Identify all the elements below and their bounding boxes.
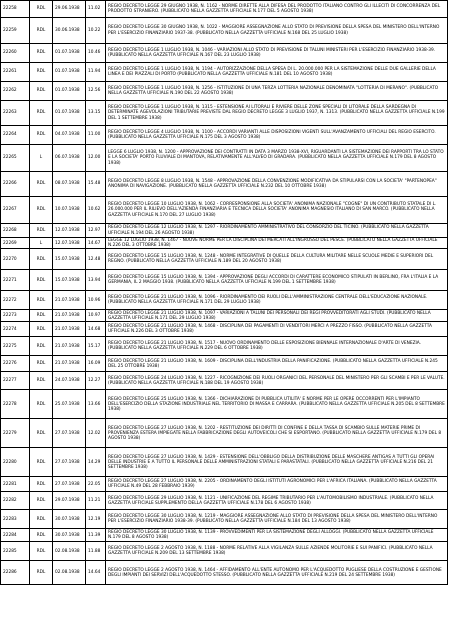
act-date: 04.07.1938 — [53, 126, 86, 145]
row-number: 22268 — [1, 224, 30, 238]
act-type: RDL — [30, 197, 53, 224]
act-date: 30.06.1938 — [53, 18, 86, 44]
row-number: 22263 — [1, 101, 30, 126]
act-type: RDL — [30, 82, 53, 101]
act-description: REGIO DECRETO LEGGE 8 LUGLIO 1938, N. 1548 - APPROVAZIONE DELLA CONVENZIONE MODIFICATIVA DA STIPULARSI CON LA SOCIETA' "PARTENOPEA" ANONIMA DI NAVIGAZIONE. (PUBBLICATO NELLA GAZZETTA UFFICIALE N.232 DEL 10 OTTOBRE 1938) — [106, 172, 448, 197]
act-type: RDL — [30, 224, 53, 238]
row-number: 22260 — [1, 44, 30, 63]
table-row — [1, 477, 448, 492]
row-number: 22274 — [1, 322, 30, 337]
act-type: L — [30, 238, 53, 249]
row-number: 22278 — [1, 390, 30, 419]
act-type: RDL — [30, 542, 53, 561]
act-date: 21.07.1938 — [53, 356, 86, 372]
act-date: 02.08.1938 — [53, 561, 86, 585]
table-row — [1, 510, 448, 529]
act-date: 25.07.1938 — [53, 390, 86, 419]
act-type: RDL — [30, 172, 53, 197]
act-number: 12.00 — [86, 145, 106, 172]
table-row — [1, 419, 448, 448]
row-number: 22279 — [1, 419, 30, 448]
act-date: 01.07.1938 — [53, 82, 86, 101]
act-number: 10.62 — [86, 197, 106, 224]
act-number: 15.48 — [86, 172, 106, 197]
act-type: RDL — [30, 291, 53, 310]
table-row — [1, 448, 448, 477]
act-type: RDL — [30, 1, 53, 18]
act-date: 01.07.1938 — [53, 44, 86, 63]
table-row — [1, 238, 448, 249]
act-description: REGIO DECRETO LEGGE 21 LUGLIO 1938, N. 1609 - DISCIPLINA DELL'INDUSTRIA DELLA PANIFICAZIONE. (PUBBLICATO NELLA GAZZETTA UFFICIALE N.245 DEL 25 OTTOBRE 1938) — [106, 356, 448, 372]
act-description: REGIO DECRETO LEGGE 4 LUGLIO 1938, N. 1100 - ACCORDI VARIANTI ALLE DISPOSIZIONI VIGENTI SULL'AVANZAMENTO UFFICIALI DEL REGIO ESERCITO. (PUBBLICATO NELLA GAZZETTA UFFICIALE N.175 DEL 3 AGOSTO 1938) — [106, 126, 448, 145]
table-row — [1, 126, 448, 145]
act-number: 11.00 — [86, 126, 106, 145]
act-number: 13.94 — [86, 270, 106, 291]
table-row — [1, 172, 448, 197]
table-row — [1, 1, 448, 18]
act-date: 15.07.1938 — [53, 270, 86, 291]
act-number: 16.09 — [86, 356, 106, 372]
act-type: RDL — [30, 270, 53, 291]
act-number: 11.02 — [86, 1, 106, 18]
act-date: 12.07.1938 — [53, 238, 86, 249]
row-number: 22281 — [1, 477, 30, 492]
table-row — [1, 44, 448, 63]
act-date: 21.07.1938 — [53, 291, 86, 310]
act-type: RDL — [30, 249, 53, 270]
act-type: RDL — [30, 419, 53, 448]
act-date: 27.07.1938 — [53, 448, 86, 477]
table-row — [1, 561, 448, 585]
row-number: 22276 — [1, 356, 30, 372]
act-type: RDL — [30, 322, 53, 337]
act-number: 11.94 — [86, 63, 106, 82]
act-number: 12.48 — [86, 249, 106, 270]
table-row — [1, 542, 448, 561]
act-date: 21.07.1938 — [53, 322, 86, 337]
act-number: 13.15 — [86, 101, 106, 126]
table-row — [1, 337, 448, 356]
act-description: REGIO DECRETO LEGGE 1 LUGLIO 1938, N. 1315 - ESTENSIONE AI LITORALI E RIVIERE DELLE ZONE SPECIALI DI LITORALE DELLA SARDEGNA DI DETERMINATE AGEVOLAZIONI TRIBUTARIE PREVISTE DAL REGIO DECRETO LEGGE 3 LUGLIO 1937, N. 1313. (PUBBLICATO NELLA GAZZETTA UFFICIALE N.199 DEL 1 SETTEMBRE 1938) — [106, 101, 448, 126]
act-date: 30.07.1938 — [53, 529, 86, 542]
row-number: 22258 — [1, 1, 30, 18]
act-number: 14.29 — [86, 448, 106, 477]
act-number: 12.19 — [86, 510, 106, 529]
act-date: 08.07.1938 — [53, 172, 86, 197]
table-row — [1, 82, 448, 101]
table-row — [1, 18, 448, 44]
row-number: 22264 — [1, 126, 30, 145]
act-type: RDL — [30, 510, 53, 529]
row-number: 22282 — [1, 492, 30, 510]
table-row — [1, 291, 448, 310]
act-description: REGIO DECRETO LEGGE 27 LUGLIO 1938, N. 2205 - ORDINAMENTO DEGLI ISTITUTI AGRONOMICI PER L'AFRICA ITALIANA. (PUBBLICATO NELLA GAZZETTA UFFICIALE N.49 DEL 28 FEBBRAIO 1939) — [106, 477, 448, 492]
act-date: 21.07.1938 — [53, 310, 86, 322]
act-description: REGIO DECRETO LEGGE 29 GIUGNO 1938, N. 1162 - NORME DIRETTE ALLA DIFESA DEL PRODOTTO ITALIANO CONTRO GLI ILLECITI DI CONCORRENZA DEL PRODOTTO STRANIERO. (PUBBLICATO NELLA GAZZETTA UFFICIALE N.177 DEL 5 AGOSTO 1938) — [106, 1, 448, 18]
act-description: REGIO DECRETO LEGGE 27 LUGLIO 1938, N. 1202 - RESTITUZIONE DEI DIRITTI DI CONFINE E DELLA TASSA DI SCAMBIO SULLE MATERIE PRIME DI PROVENIENZA ESTERA IMPIEGATE NELLA FABBRICAZIONE DEGLI AUTOVEICOLI CHE SI ESPORTANO. (PUBBLICATO NELLA GAZZETTA UFFICIALE N.179 DEL 8 AGOSTO 1938) — [106, 419, 448, 448]
act-description: REGIO DECRETO LEGGE 29 LUGLIO 1938, N. 1121 - UNIFICAZIONE DEL REGIME TRIBUTARIO PER L'AUTOMOBILISMO INDUSTRIALE. (PUBBLICATO NELLA GAZZETTA UFFICIALE SUPPLEMENTO DELLA GAZZETTA UFFICIALE N.178 DEL 6 AGOSTO 1938) — [106, 492, 448, 510]
table-row — [1, 270, 448, 291]
act-type: RDL — [30, 337, 53, 356]
act-type: RDL — [30, 63, 53, 82]
act-number: 12.02 — [86, 419, 106, 448]
row-number: 22285 — [1, 542, 30, 561]
act-type: RDL — [30, 448, 53, 477]
act-date: 24.07.1938 — [53, 372, 86, 390]
act-description: REGIO DECRETO LEGGE 30 GIUGNO 1938, N. 1022 - MAGGIORE ASSEGNAZIONE ALLO STATO DI PREVISIONE DELLA SPESA DEL MINISTERO DELL'INTERNO PER L'ESERCIZIO FINANZIARIO 1937-38. (PUBBLICATO NELLA GAZZETTA UFFICIALE N.168 DEL 25 LUGLIO 1938) — [106, 18, 448, 44]
act-description: REGIO DECRETO LEGGE 10 LUGLIO 1938, N. 1062 - CORRESPONSIONE ALLA SOCIETA' ANONIMA NAZIONALE "COGNE" DI UN CONTRIBUTO STATALE DI L. 26.000.000 PER IL RILIEVO DELL'AZIENDA FINANZIARIA E TECNICA DELLA SOCIETA' ANONIMA MAGNESIO ITALIANO DI SAN MARCO. (PUBBLICATO NELLA GAZZETTA UFFICIALE N.170 DEL 27 LUGLIO 1938) — [106, 197, 448, 224]
table-row — [1, 145, 448, 172]
act-description: LEGGE 6 LUGLIO 1938, N. 1200 - APPROVAZIONE DEI CONTRATTI IN DATA 3 MARZO 1938-XVI, RIGUARDANTI LA SISTEMAZIONE DEI RAPPORTI TRA LO STATO E LA SOCIETA' PORTO FLUVIALE DI MANTOVA, RELATIVAMENTE ALL'ALVEO DI GRADARA. (PUBBLICATO NELLA GAZZETTA UFFICIALE N.179 DEL 8 AGOSTO 1938) — [106, 145, 448, 172]
act-number: 10.96 — [86, 291, 106, 310]
act-type: RDL — [30, 356, 53, 372]
act-number: 12.56 — [86, 82, 106, 101]
act-type: RDL — [30, 477, 53, 492]
row-number: 22273 — [1, 310, 30, 322]
act-type: L — [30, 145, 53, 172]
act-date: 06.07.1938 — [53, 145, 86, 172]
act-number: 12.27 — [86, 372, 106, 390]
row-number: 22280 — [1, 448, 30, 477]
table-row — [1, 224, 448, 238]
act-description: REGIO DECRETO LEGGE 1 LUGLIO 1938, N. 1256 - ISTITUZIONE DI UNA TERZA LOTTERIA NAZIONALE DENOMINATA "LOTTERIA DI MERANO". (PUBBLICATO NELLA GAZZETTA UFFICIALE N.190 DEL 22 AGOSTO 1938) — [106, 82, 448, 101]
row-number: 22277 — [1, 372, 30, 390]
table-row — [1, 390, 448, 419]
act-type: RDL — [30, 372, 53, 390]
table-row — [1, 101, 448, 126]
act-description: REGIO DECRETO LEGGE 30 LUGLIO 1938, N. 1139 - PROVVEDIMENTI PER LA SISTEMAZIONE DEGLI ALLOGGI. (PUBBLICATO NELLA GAZZETTA UFFICIALE N.179 DEL 8 AGOSTO 1938) — [106, 529, 448, 542]
act-number: 22.05 — [86, 477, 106, 492]
act-type: RDL — [30, 18, 53, 44]
act-number: 12.97 — [86, 224, 106, 238]
act-description: LEGGE 12 LUGLIO 1938, N. 1467 - NUOVE NORME PER LA DISCIPLINA DEI MERCATI ALL'INGROSSO DEL PESCE. (PUBBLICATO NELLA GAZZETTA UFFICIALE N.226 DEL 3 OTTOBRE 1938) — [106, 238, 448, 249]
act-description: REGIO DECRETO LEGGE 21 LUGLIO 1938, N. 1468 - DISCIPLINA DEI PAGAMENTI DI VENDITORI MERCI A PREZZO FISSO. (PUBBLICATO NELLA GAZZETTA UFFICIALE N.226 DEL 3 OTTOBRE 1938) — [106, 322, 448, 337]
act-date: 27.07.1938 — [53, 477, 86, 492]
table-row — [1, 492, 448, 510]
act-description: REGIO DECRETO LEGGE 1 LUGLIO 1938, N. 1194 - AUTORIZZAZIONE DELLA SPESA DI L. 20.000.000 PER LA SISTEMAZIONE DELLE DUE GALLERIE DELLA LINEA E DEI PIAZZALI DI PORTO (PUBBLICATO NELLA GAZZETTA UFFICIALE N.181 DEL 10 AGOSTO 1938) — [106, 63, 448, 82]
act-description: REGIO DECRETO LEGGE 15 LUGLIO 1938, N. 1248 - NORME INTEGRATIVE DI QUELLE DELLA CULTURA MILITARE NELLE SCUOLE MEDIE E SUPERIORI DEL REGNO. (PUBBLICATO NELLA GAZZETTA UFFICIALE N.189 DEL 20 AGOSTO 1938) — [106, 249, 448, 270]
act-number: 14.68 — [86, 322, 106, 337]
table-row — [1, 63, 448, 82]
table-row — [1, 372, 448, 390]
act-description: REGIO DECRETO LEGGE 21 LUGLIO 1938, N. 1097 - VARIAZIONI A TALUNI DEI PERSONALI DEI REGI PROVVEDITORATI AGLI STUDI. (PUBBLICATO NELLA GAZZETTA UFFICIALE N.171 DEL 29 LUGLIO 1938) — [106, 310, 448, 322]
row-number: 22261 — [1, 63, 30, 82]
row-number: 22272 — [1, 291, 30, 310]
act-description: REGIO DECRETO LEGGE 2 AGOSTO 1938, N. 1188 - NORME RELATIVE ALLA VIGILANZA SULLE AZIENDE MOLITORIE E SUI PANIFICI. (PUBBLICATO NELLA GAZZETTA UFFICIALE N.209 DEL 13 SETTEMBRE 1938) — [106, 542, 448, 561]
act-type: RDL — [30, 126, 53, 145]
table-row — [1, 197, 448, 224]
act-date: 27.07.1938 — [53, 419, 86, 448]
act-type: RDL — [30, 529, 53, 542]
row-number: 22262 — [1, 82, 30, 101]
act-type: RDL — [30, 390, 53, 419]
row-number: 22266 — [1, 172, 30, 197]
act-number: 11.88 — [86, 542, 106, 561]
act-date: 30.07.1938 — [53, 510, 86, 529]
act-type: RDL — [30, 310, 53, 322]
act-number: 13.66 — [86, 390, 106, 419]
row-number: 22286 — [1, 561, 30, 585]
act-type: RDL — [30, 492, 53, 510]
row-number: 22265 — [1, 145, 30, 172]
act-number: 14.67 — [86, 238, 106, 249]
act-date: 21.07.1938 — [53, 337, 86, 356]
act-description: REGIO DECRETO LEGGE 21 LUGLIO 1938, N. 1096 - RIORDINAMENTO DEI RUOLI DELL'AMMINISTRAZIONE CENTRALE DELL'EDUCAZIONE NAZIONALE. (PUBBLICATO NELLA GAZZETTA UFFICIALE N.171 DEL 29 LUGLIO 1938) — [106, 291, 448, 310]
act-description: REGIO DECRETO LEGGE 1 LUGLIO 1938, N. 1046 - VARIAZIONI ALLO STATO DI PREVISIONE DI TALUNI MINISTERI PER L'ESERCIZIO FINANZIARIO 1938-39. (PUBBLICATO NELLA GAZZETTA UFFICIALE N.167 DEL 23 LUGLIO 1938) — [106, 44, 448, 63]
act-description: REGIO DECRETO LEGGE 24 LUGLIO 1938, N. 1227 - RICOGNIZIONE DEI RUOLI ORGANICI DEL PERSONALE DEL MINISTERO PER GLI SCAMBI E PER LE VALUTE. (PUBBLICATO NELLA GAZZETTA UFFICIALE N.188 DEL 19 AGOSTO 1938) — [106, 372, 448, 390]
act-date: 29.06.1938 — [53, 1, 86, 18]
act-number: 10.22 — [86, 18, 106, 44]
act-description: REGIO DECRETO LEGGE 30 LUGLIO 1938, N. 1219 - MAGGIORE ASSEGNAZIONE ALLO STATO DI PREVISIONE DELLA SPESA DEL MINISTERO DELL'INTERNO PER L'ESERCIZIO FINANZIARIO 1938-39. (PUBBLICATO NELLA GAZZETTA UFFICIALE N.184 DEL 13 AGOSTO 1938) — [106, 510, 448, 529]
act-description: REGIO DECRETO LEGGE 12 LUGLIO 1938, N. 1297 - RIORDINAMENTO AMMINISTRATIVO DEL CONSORZIO DEL TICINO. (PUBBLICATO NELLA GAZZETTA UFFICIALE N.194 DEL 26 AGOSTO 1938) — [106, 224, 448, 238]
row-number: 22269 — [1, 238, 30, 249]
table-row — [1, 356, 448, 372]
act-number: 11.39 — [86, 529, 106, 542]
act-date: 01.07.1938 — [53, 63, 86, 82]
act-date: 15.07.1938 — [53, 249, 86, 270]
row-number: 22259 — [1, 18, 30, 44]
act-number: 10.46 — [86, 44, 106, 63]
row-number: 22271 — [1, 270, 30, 291]
act-number: 11.21 — [86, 492, 106, 510]
act-type: RDL — [30, 44, 53, 63]
act-description: REGIO DECRETO LEGGE 15 LUGLIO 1938, N. 1394 - APPROVAZIONE DEGLI ACCORDI DI CARATTERE ECONOMICO STIPULATI IN BERLINO, FRA L'ITALIA E LA GERMANIA, IL 2 MAGGIO 1938. (PUBBLICATO NELLA GAZZETTA UFFICIALE N.199 DEL 1 SETTEMBRE 1938) — [106, 270, 448, 291]
act-description: REGIO DECRETO LEGGE 27 LUGLIO 1938, N. 1429 - ESTENSIONE DELL'OBBLIGO DELLA DISTRIBUZIONE DELLE MASCHERE ANTIGAS A TUTTI GLI OPERAI DELLE INDUSTRIE E A TUTTO IL PERSONALE DELLE AMMINISTRAZIONI STATALI E PARASTATALI. (PUBBLICATO NELLA GAZZETTA UFFICIALE N.216 DEL 21 SETTEMBRE 1938) — [106, 448, 448, 477]
act-date: 10.07.1938 — [53, 197, 86, 224]
act-description: REGIO DECRETO LEGGE 25 LUGLIO 1938, N. 1366 - DICHIARAZIONE DI PUBBLICA UTILITA' E NORME PER LE OPERE OCCORRENTI PER L'IMPIANTO DELL'ESERCIZIO DELLA STAZIONE INDUSTRIALE NEL TERRITORIO DI MASSA E CARRARA. (PUBBLICATO NELLA GAZZETTA UFFICIALE N.205 DEL 8 SETTEMBRE 1938) — [106, 390, 448, 419]
row-number: 22267 — [1, 197, 30, 224]
laws-table-body — [1, 1, 448, 585]
act-date: 02.08.1938 — [53, 542, 86, 561]
act-number: 15.17 — [86, 337, 106, 356]
act-date: 12.07.1938 — [53, 224, 86, 238]
act-type: RDL — [30, 101, 53, 126]
act-number: 10.97 — [86, 310, 106, 322]
table-row — [1, 310, 448, 322]
table-row — [1, 249, 448, 270]
table-row — [1, 529, 448, 542]
row-number: 22283 — [1, 510, 30, 529]
table-row — [1, 322, 448, 337]
act-description: REGIO DECRETO LEGGE 21 LUGLIO 1938, N. 1517 - NUOVO ORDINAMENTO DELLE ESPOSIZIONE BIENNALE INTERNAZIONALE D'ARTE DI VENEZIA. (PUBBLICATO NELLA GAZZETTA UFFICIALE N.229 DEL 6 OTTOBRE 1938) — [106, 337, 448, 356]
act-type: RDL — [30, 561, 53, 585]
row-number: 22284 — [1, 529, 30, 542]
act-date: 01.07.1938 — [53, 101, 86, 126]
act-number: 14.64 — [86, 561, 106, 585]
act-date: 29.07.1938 — [53, 492, 86, 510]
row-number: 22275 — [1, 337, 30, 356]
row-number: 22270 — [1, 249, 30, 270]
act-description: REGIO DECRETO LEGGE 2 AGOSTO 1938, N. 1464 - AFFIDAMENTO ALL'ENTE AUTONOMO PER L'ACQUEDOTTO PUGLIESE DELLA COSTRUZIONE E GESTIONE DEGLI IMPIANTI DEI SERVIZI DELL'ACQUEDOTTO STESSO. (PUBBLICATO NELLA GAZZETTA UFFICIALE N.219 DEL 24 SETTEMBRE 1938) — [106, 561, 448, 585]
